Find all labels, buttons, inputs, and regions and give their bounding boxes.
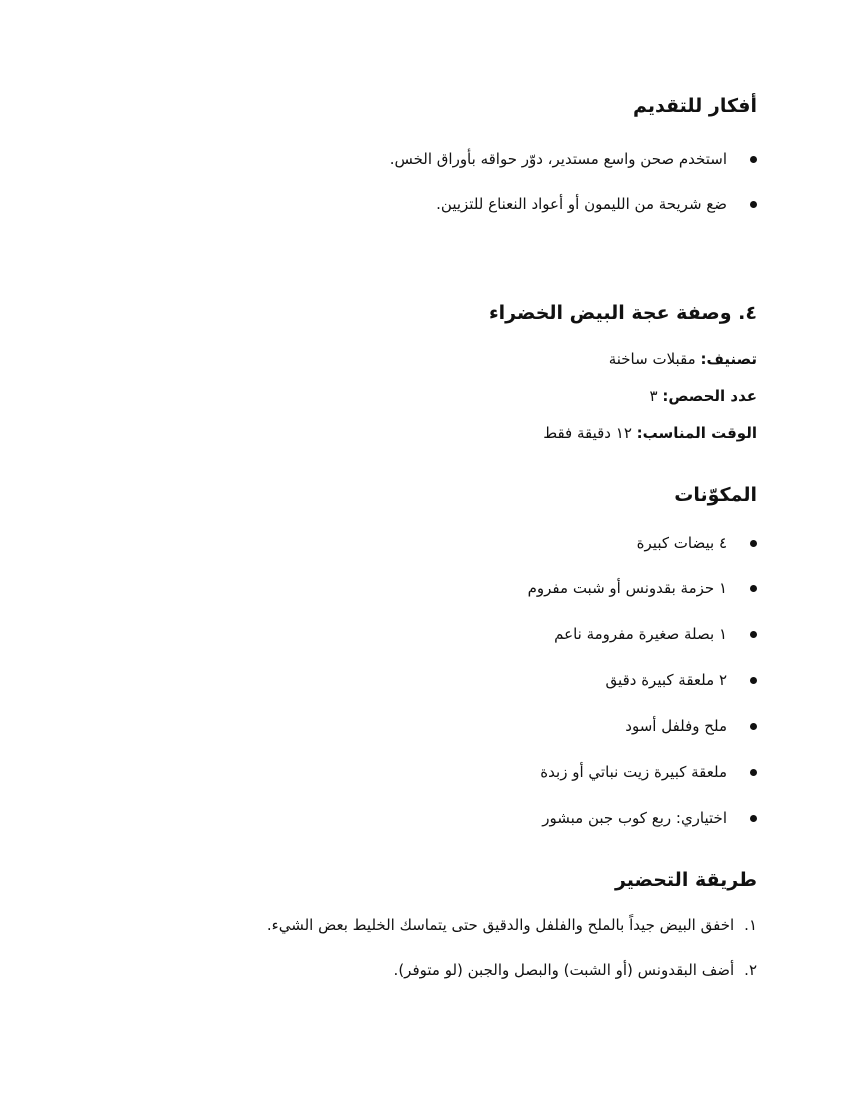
bullet-icon <box>750 769 757 776</box>
bullet-icon <box>750 815 757 822</box>
list-item: اختياري: ربع كوب جبن مبشور <box>197 808 757 828</box>
list-item: ملح وفلفل أسود <box>197 716 757 736</box>
serving-section <box>197 93 757 119</box>
ingredients-list-3 <box>197 670 757 690</box>
category-line <box>197 349 757 369</box>
list-item <box>197 960 757 980</box>
bullet-icon <box>750 201 757 208</box>
serving-list-2 <box>197 194 757 214</box>
category-value: مقبلات ساخنة <box>608 350 696 368</box>
bullet-icon <box>750 585 757 592</box>
step-text: أضف البقدونس (أو الشبت) والبصل والجبن (لو متوفر). <box>393 961 735 979</box>
recipe-title: ٤. وصفة عجة البيض الخضراء <box>488 302 757 324</box>
list-item: ملعقة كبيرة زيت نباتي أو زبدة <box>197 762 757 782</box>
list-item: ٤ بيضات كبيرة <box>197 533 757 553</box>
ingredients-list-4 <box>197 716 757 736</box>
category-label: تصنيف: <box>700 350 757 368</box>
ingredients-list-2 <box>197 624 757 644</box>
list-item <box>117 915 757 935</box>
method-heading: طريقة التحضير <box>614 869 757 891</box>
ingredients-list-0 <box>197 533 757 553</box>
servings-line <box>197 386 757 406</box>
list-item: ضع شريحة من الليمون أو أعواد النعناع للتزيين. <box>197 194 757 214</box>
method-list-1 <box>197 960 757 980</box>
step-number: ٢. <box>744 961 757 979</box>
serving-list <box>197 149 757 169</box>
ingredients-heading: المكوّنات <box>674 484 757 506</box>
time-value: ١٢ دقيقة فقط <box>543 424 632 442</box>
list-item: ١ حزمة بقدونس أو شبت مفروم <box>197 578 757 598</box>
time-label: الوقت المناسب: <box>636 424 757 442</box>
bullet-icon <box>750 723 757 730</box>
list-item: استخدم صحن واسع مستدير، دوّر حواقه بأوراق الخس. <box>197 149 757 169</box>
serving-heading: أفكار للتقديم <box>632 95 757 117</box>
ingredients-list-6 <box>197 808 757 828</box>
servings-value: ٣ <box>649 387 658 405</box>
bullet-icon <box>750 156 757 163</box>
servings-label: عدد الحصص: <box>662 387 757 405</box>
bullet-icon <box>750 677 757 684</box>
list-item: ١ بصلة صغيرة مفرومة ناعم <box>197 624 757 644</box>
list-item: ٢ ملعقة كبيرة دقيق <box>197 670 757 690</box>
ingredients-list-5 <box>197 762 757 782</box>
time-line <box>197 423 757 443</box>
bullet-icon <box>750 540 757 547</box>
step-number: ١. <box>744 916 757 934</box>
bullet-icon <box>750 631 757 638</box>
method-list-0 <box>117 915 757 935</box>
step-text: اخفق البيض جيداً بالملح والفلفل والدقيق حتى يتماسك الخليط بعض الشيء. <box>266 916 735 934</box>
ingredients-list-1 <box>197 578 757 598</box>
